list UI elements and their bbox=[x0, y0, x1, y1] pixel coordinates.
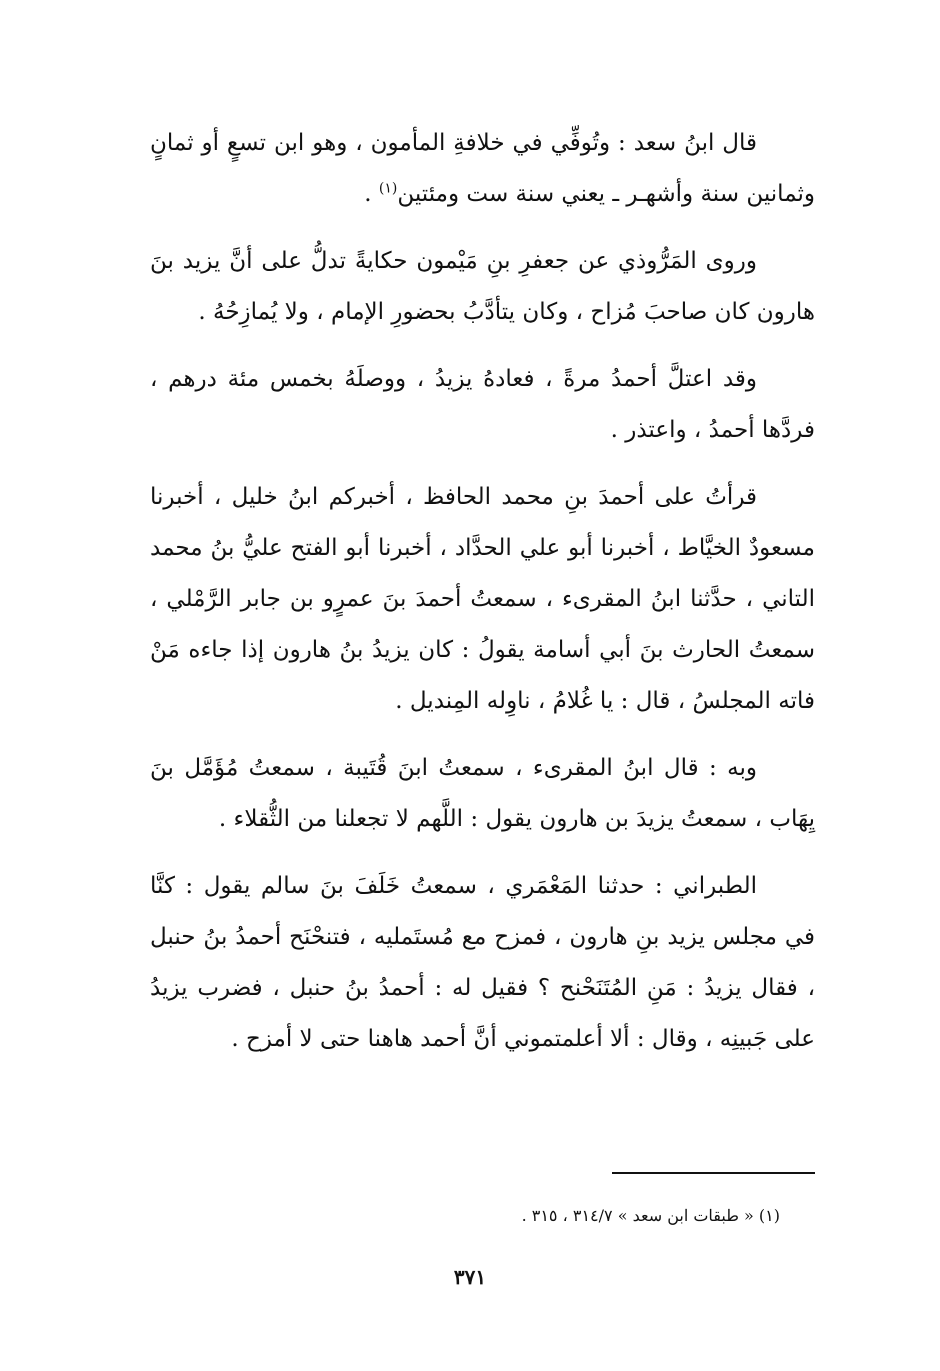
paragraph-5: وبه : قال ابنُ المقرىء ، سمعتُ ابنَ قُتَيبة ، سمعتُ مُؤَمَّل بنَ يِهَاب ، سمعتُ يزيدَ بن هارون يقول : اللَّهم لا تجعلنا من الثُّقلاء . bbox=[150, 755, 815, 832]
paragraph-1-tail: . bbox=[364, 181, 379, 207]
page-number: ٣٧١ bbox=[453, 1265, 487, 1289]
footnote-marker: (١) bbox=[378, 180, 398, 197]
paragraph-2: وروى المَرُّوذي عن جعفرِ بنِ مَيْمون حكايةً تدلُّ على أنَّ يزيد بنَ هارون كان صاحبَ مُزاح ، وكان يتأدَّبُ بحضورِ الإمام ، ولا يُمازِحُهُ . bbox=[150, 248, 815, 325]
main-text bbox=[150, 118, 815, 1081]
paragraph-6: الطبراني : حدثنا المَعْمَري ، سمعتُ خَلَفَ بنَ سالم يقول : كنَّا في مجلس يزيد بنِ هارون ، فمزح مع مُستَمليه ، فتنحْنَح أحمدُ بنُ حنبل ، فقال يزيدُ : مَنِ المُتَنَحْنح ؟ فقيل له : أحمدُ بنُ حنبل ، فضرب يزيدُ على جَبينِه ، وقال : ألا أعلمتموني أنَّ أحمد هاهنا حتى لا أمزح . bbox=[150, 873, 815, 1052]
paragraph-1-text: قال ابنُ سعد : وتُوفِّي في خلافةِ المأمون ، وهو ابن تسعٍ أو ثمانٍ وثمانين سنة وأشهـر ـ يعني سنة ست ومئتين bbox=[150, 130, 815, 207]
footnote: (١) « طبقات ابن سعد » ٣١٤/٧ ، ٣١٥ . bbox=[521, 1206, 780, 1225]
paragraph-1 bbox=[150, 118, 815, 220]
paragraph-3: وقد اعتلَّ أحمدُ مرةً ، فعادهُ يزيدُ ، ووصلَهُ بخمس مئة درهم ، فردَّها أحمدُ ، واعتذر . bbox=[150, 366, 815, 443]
footnote-divider bbox=[612, 1172, 815, 1174]
paragraph-4: قرأتُ على أحمدَ بنِ محمد الحافظ ، أخبركم ابنُ خليل ، أخبرنا مسعودٌ الخيَّاط ، أخبرنا أبو علي الحدَّاد ، أخبرنا أبو الفتح عليُّ بنُ محمد التاني ، حدَّثنا ابنُ المقرىء ، سمعتُ أحمدَ بنَ عمرٍو بن جابر الرَّمْلي ، سمعتُ الحارث بنَ أبي أسامة يقولُ : كان يزيدُ بنُ هارون إذا جاءه مَنْ فاته المجلسُ ، قال : يا غُلامُ ، ناوِله المِنديل . bbox=[150, 484, 815, 714]
